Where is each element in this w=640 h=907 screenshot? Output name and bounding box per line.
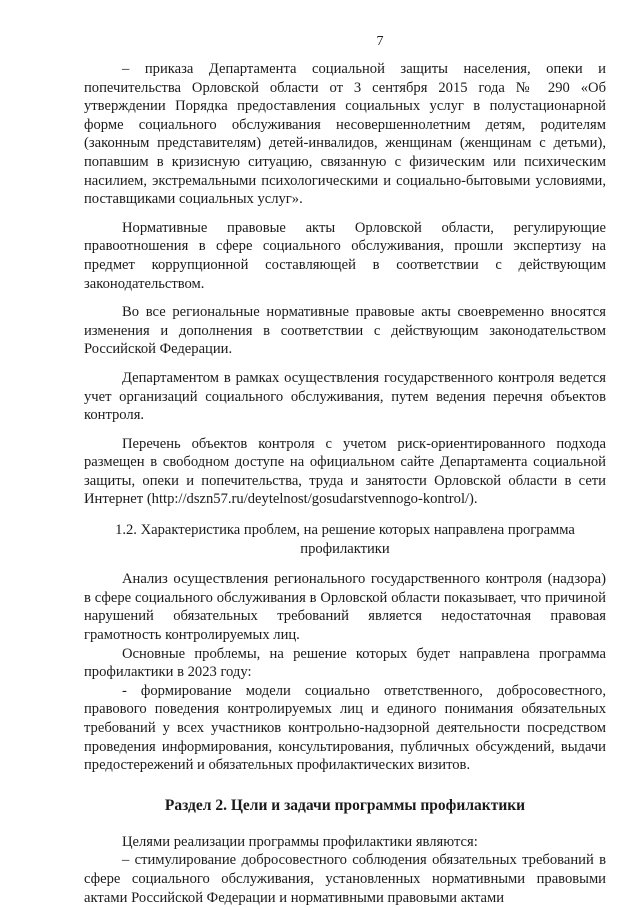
subsection-heading: 1.2. Характеристика проблем, на решение которых направлена программа профилактики [115, 522, 575, 557]
paragraph: Целями реализации программы профилактики являются: [122, 833, 478, 850]
paragraph: Департаментом в рамках осуществления государственного контроля ведется учет организаций социального обслуживания, путем ведения перечня объектов контроля. [84, 369, 606, 424]
paragraph: Перечень объектов контроля с учетом риск-ориентированного подхода размещен в свободном доступе на официальном сайте Департамента социальной защиты, опеки и попечительства, труда и занятости Орловской области в сети Интернет (http://dszn57.ru/deytelnost/gosudarstvennogo-kontrol/). [84, 435, 606, 508]
paragraph: – приказа Департамента социальной защиты населения, опеки и попечительства Орловской области от 3 сентября 2015 года № 290 «Об утверждении Порядка предоставления социальных услуг в полустационарной форме социального обслуживания несовершеннолетним детям, родителям (законным представителям) детей-инвалидов, женщинам (женщинам с детьми), попавшим в кризисную ситуацию, связанную с физическим или психическим насилием, экстремальными психологическими и социально-бытовыми условиями, поставщиками социальных услуг». [84, 61, 606, 208]
paragraph: Основные проблемы, на решение которых будет направлена программа профилактики в 2023 году: [84, 645, 606, 681]
list-item: - формирование модели социально ответственного, добросовестного, правового поведения контролируемых лиц и единого понимания обязательных требований у всех участников контрольно-надзорной деятельности посредством проведения информирования, консультирования, публичных обсуждений, выдачи предостережений и обязательных профилактических визитов. [84, 682, 606, 774]
paragraph: Нормативные правовые акты Орловской области, регулирующие правоотношения в сфере социального обслуживания, прошли экспертизу на предмет коррупционной составляющей в соответствии с действующим законодательством. [84, 219, 606, 292]
paragraph: Во все региональные нормативные правовые акты своевременно вносятся изменения и дополнения в соответствии с действующим законодательством Российской Федерации. [84, 304, 606, 358]
page-number: 7 [376, 34, 384, 49]
paragraph: Анализ осуществления регионального государственного контроля (надзора) в сфере социального обслуживания в Орловской области показывает, что причиной нарушений обязательных требований является недостаточная правовая грамотность контролируемых лиц. [84, 571, 606, 644]
section-heading: Раздел 2. Цели и задачи программы профилактики [164, 796, 526, 814]
list-item: – стимулирование добросовестного соблюдения обязательных требований в сфере социального обслуживания, установленных нормативными правовыми актами Российской Федерации и нормативными правовыми актами [84, 852, 606, 906]
